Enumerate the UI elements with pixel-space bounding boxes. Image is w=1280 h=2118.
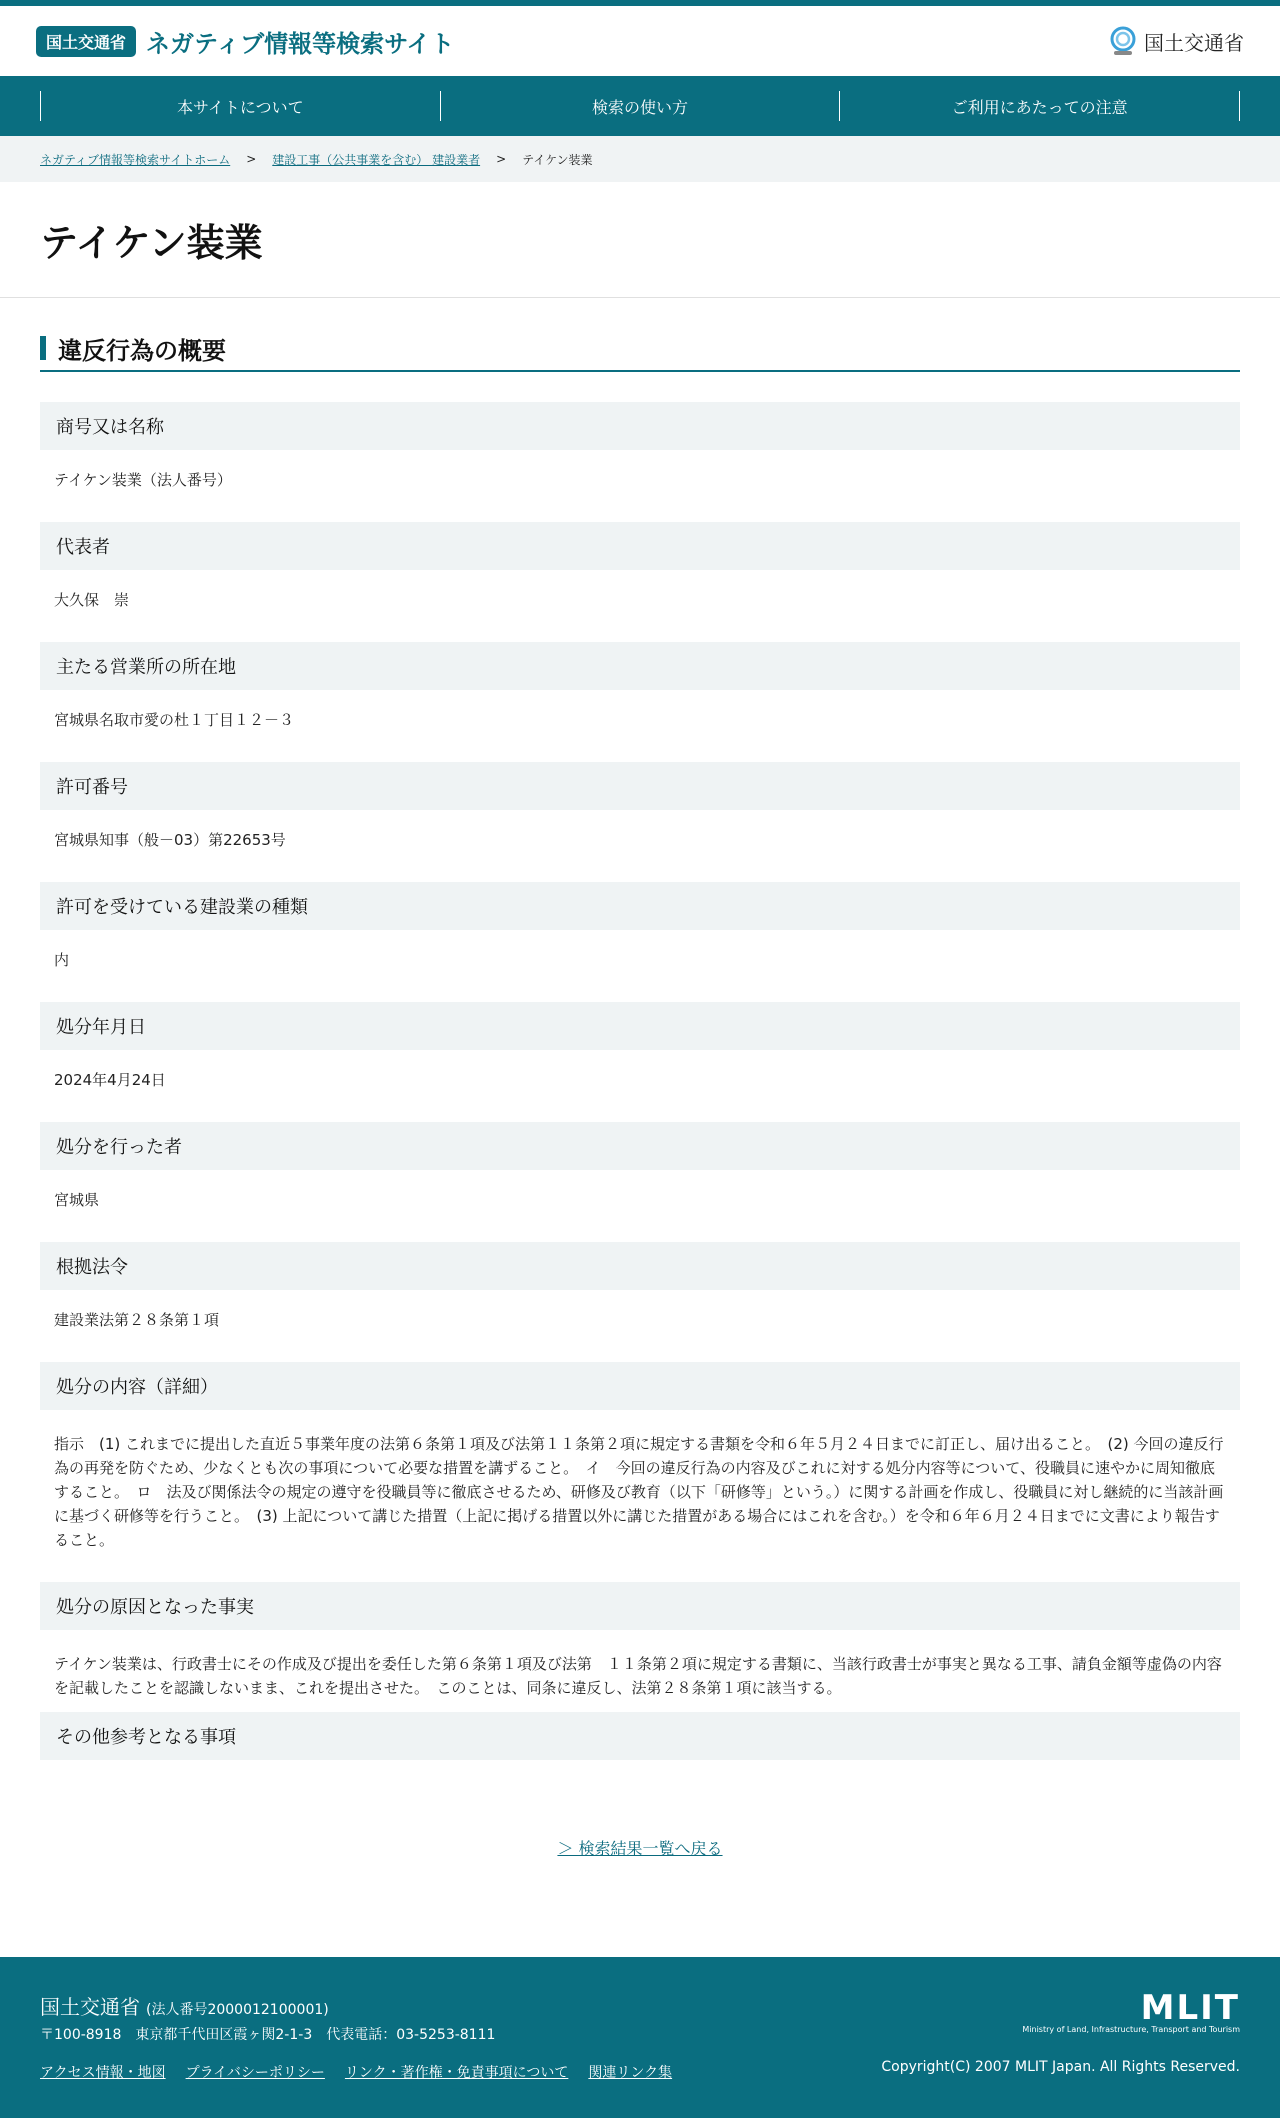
field-label: 主たる営業所の所在地 [40, 642, 1240, 690]
site-header [0, 6, 1280, 76]
mlit-logo-subtitle: Ministry of Land, Infrastructure, Transport and Tourism [1022, 2025, 1240, 2034]
field-value: 内 [54, 951, 70, 969]
nav-usage-notes[interactable]: ご利用にあたっての注意 [839, 91, 1240, 121]
mlit-logo-text: MLIT [1140, 1988, 1240, 2028]
nav-about[interactable]: 本サイトについて [40, 91, 440, 121]
field-value: 宮城県知事（般－03）第22653号 [54, 831, 286, 849]
nav-search-help[interactable]: 検索の使い方 [440, 91, 840, 121]
footer-link-access[interactable]: アクセス情報・地図 [40, 2065, 166, 2081]
field-cause-facts [40, 1582, 1240, 1700]
copyright: Copyright(C) 2007 MLIT Japan. All Rights Reserved. [881, 2059, 1240, 2075]
field-other-notes [40, 1712, 1240, 1760]
field-label: 処分を行った者 [40, 1122, 1240, 1170]
site-brand[interactable] [36, 24, 454, 59]
field-label: 許可を受けている建設業の種類 [40, 882, 1240, 930]
field-label: その他参考となる事項 [40, 1712, 1240, 1760]
field-value: テイケン装業（法人番号） [54, 471, 232, 489]
field-office-address [40, 642, 1240, 732]
field-permit-number [40, 762, 1240, 852]
field-disposition-details [40, 1362, 1240, 1552]
ministry-logo[interactable] [1108, 26, 1244, 56]
main-nav [0, 76, 1280, 136]
ministry-emblem-icon [1108, 26, 1138, 56]
footer-org-name: 国土交通省 [40, 1995, 140, 2019]
field-representative [40, 522, 1240, 612]
field-company-name [40, 402, 1240, 492]
footer-link-privacy[interactable]: プライバシーポリシー [185, 2065, 325, 2081]
back-to-results-link[interactable]: ＞ 検索結果一覧へ戻る [557, 1839, 723, 1858]
back-link-container [40, 1836, 1240, 1859]
field-value: 大久保 崇 [54, 591, 130, 609]
breadcrumb-current: テイケン装業 [522, 152, 593, 167]
site-title[interactable]: ネガティブ情報等検索サイト [146, 29, 455, 58]
field-disposition-date [40, 1002, 1240, 1092]
field-disposing-authority [40, 1122, 1240, 1212]
field-value: 建設業法第２８条第１項 [54, 1311, 220, 1329]
field-value: 2024年4月24日 [54, 1071, 166, 1089]
main-content [0, 334, 1280, 1859]
footer-corp-number: (法人番号2000012100001) [146, 2002, 329, 2018]
field-label: 処分の原因となった事実 [40, 1582, 1240, 1630]
field-label: 処分の内容（詳細） [40, 1362, 1240, 1410]
page-title: テイケン装業 [40, 221, 263, 265]
site-footer [0, 1957, 1280, 2118]
footer-address: 〒100-8918 東京都千代田区霞ヶ関2-1-3 代表電話：03-5253-8111 [40, 2027, 496, 2043]
breadcrumb-home-link[interactable]: ネガティブ情報等検索サイトホーム [40, 152, 231, 167]
footer-link-copyright[interactable]: リンク・著作権・免責事項について [344, 2065, 569, 2081]
field-business-type [40, 882, 1240, 972]
breadcrumb-separator: > [496, 152, 507, 166]
field-value: 宮城県名取市愛の杜１丁目１２－３ [54, 711, 295, 729]
field-value: 宮城県 [54, 1191, 100, 1209]
field-label: 商号又は名称 [40, 402, 1240, 450]
ministry-badge[interactable]: 国土交通省 [36, 26, 136, 57]
field-label: 許可番号 [40, 762, 1240, 810]
field-value: テイケン装業は、行政書士にその作成及び提出を委任した第６条第１項及び法第 １１条第２項に規定する書類に、当該行政書士が事実と異なる工事、請負金額等虚偽の内容を記載したことを認識しないまま、これを提出させた。 このことは、同条に違反し、法第２８条第１項に該当する。 [54, 1655, 1222, 1697]
breadcrumb-category-link[interactable]: 建設工事（公共事業を含む） 建設業者 [272, 152, 481, 167]
mlit-logo[interactable] [1022, 1988, 1240, 2034]
section-title [40, 334, 1240, 372]
ministry-logo-text: 国土交通省 [1144, 30, 1244, 55]
section-title-accent [40, 336, 46, 360]
field-value: 指示 (1) これまでに提出した直近５事業年度の法第６条第１項及び法第１１条第２項に規定する書類を令和６年５月２４日までに訂正し、届け出ること。 (2) 今回の違反行為の再発を防ぐため、少なくとも次の事項について必要な措置を講ずること。 イ 今回の違反行為の内容及びこれに対する処分内容等について、役職員に速やかに周知徹底すること。 ロ 法及び関係法令の規定の遵守を役職員等に徹底させるため、研修及び教育（以下「研修等」という。）に関する計画を作成し、役職員に対し継続的に当該計画に基づく研修等を行うこと。 (3) 上記について講じた措置（上記に掲げる措置以外に講じた措置がある場合にはこれを含む。）を令和６年６月２４日までに文書により報告すること。 [54, 1435, 1224, 1549]
page-header [0, 182, 1280, 298]
breadcrumb-separator: > [246, 152, 257, 166]
field-legal-basis [40, 1242, 1240, 1332]
field-label: 根拠法令 [40, 1242, 1240, 1290]
field-label: 代表者 [40, 522, 1240, 570]
section-title-text: 違反行為の概要 [58, 336, 226, 365]
breadcrumb [0, 136, 1280, 182]
footer-link-related[interactable]: 関連リンク集 [588, 2065, 673, 2081]
field-label: 処分年月日 [40, 1002, 1240, 1050]
